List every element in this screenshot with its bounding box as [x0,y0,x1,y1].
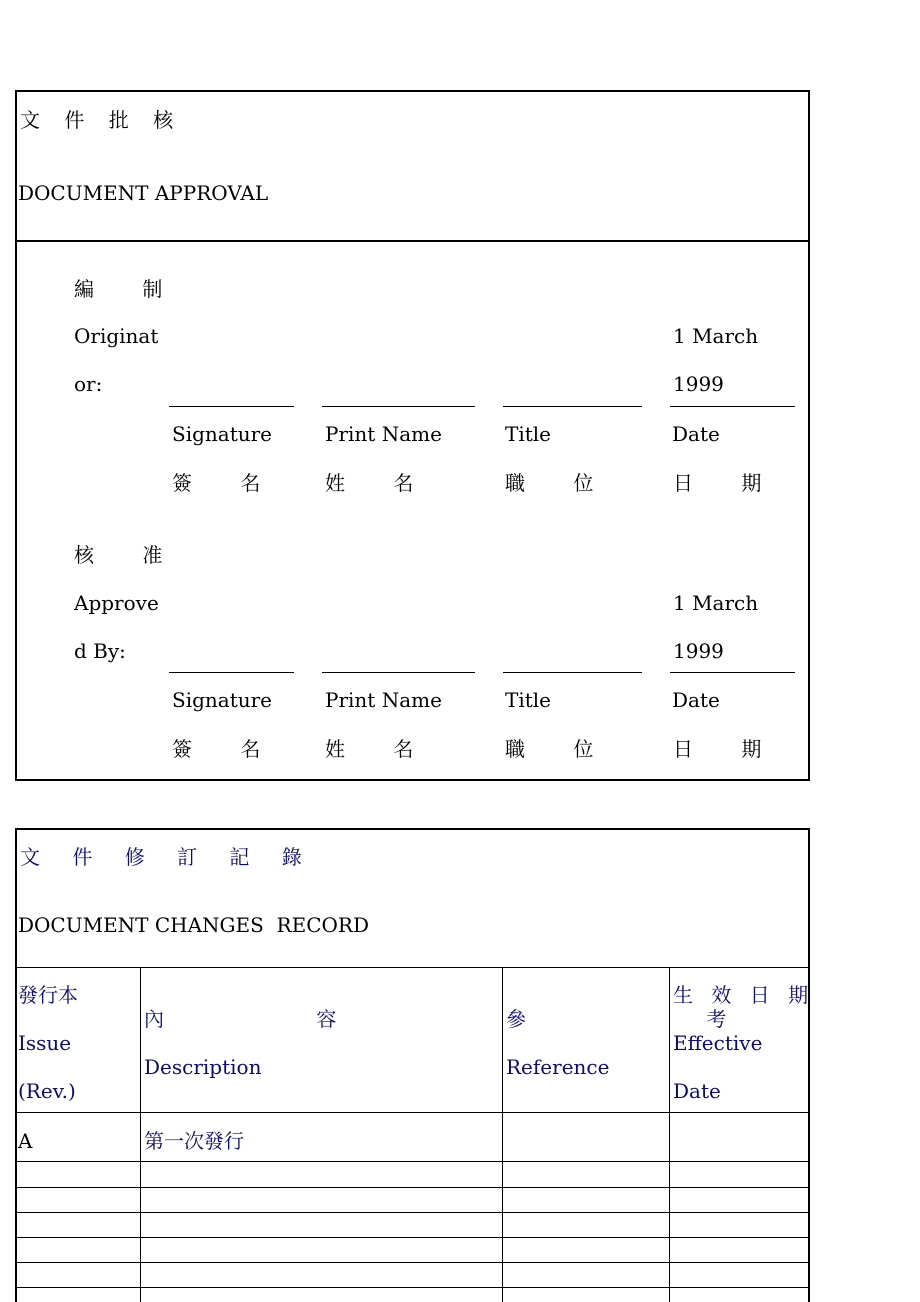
originator-title-caption: Title [505,422,552,446]
originator-date-caption: Date [672,422,720,446]
approved-date-line[interactable] [670,672,795,673]
originator-label-zh: 編 制 [74,277,184,301]
originator-signature-caption: Signature [172,422,273,446]
header-effective-date-zh: 生 效 日 期 [673,983,815,1007]
header-description-en: Description [144,1055,262,1079]
changes-title-zh: 文 件 修 訂 記 錄 [20,845,315,869]
approval-header-divider [15,240,810,242]
row-1-description: 第一次發行 [144,1129,244,1153]
table-row-line [15,1237,810,1238]
originator-print-name-line[interactable] [322,406,475,407]
approval-title-zh: 文 件 批 核 [20,108,183,132]
approved-date-2: 1999 [673,639,724,663]
header-issue-en-1: Issue [18,1031,72,1055]
header-issue-en-2: (Rev.) [18,1079,76,1103]
approved-signature-caption-zh: 簽 名 [172,737,282,761]
changes-title-en: DOCUMENT CHANGES RECORD [18,913,369,937]
originator-print-name-caption-zh: 姓 名 [325,471,435,495]
originator-title-line[interactable] [503,406,642,407]
originator-print-name-caption: Print Name [325,422,442,446]
table-column-divider [140,967,141,1302]
table-row-line [15,1187,810,1188]
approval-title-en: DOCUMENT APPROVAL [18,181,269,205]
originator-date-2: 1999 [673,372,724,396]
table-header-bottom-line [15,1112,810,1113]
originator-label-en-2: or: [74,372,103,396]
approved-print-name-caption: Print Name [325,688,442,712]
header-effective-date-en-1: Effective [673,1031,763,1055]
approved-title-caption-zh: 職 位 [505,737,615,761]
originator-title-caption-zh: 職 位 [505,471,615,495]
row-1-issue: A [18,1129,33,1153]
approved-date-1: 1 March [673,591,759,615]
approved-print-name-caption-zh: 姓 名 [325,737,435,761]
table-row-line [15,1262,810,1263]
header-effective-date-en-2: Date [673,1079,721,1103]
table-row-line [15,1161,810,1162]
header-description-zh: 內 容 [144,1007,410,1031]
approved-label-en-2: d By: [74,639,126,663]
table-column-divider [502,967,503,1302]
originator-date-1: 1 March [673,324,759,348]
table-header-top-line [15,967,810,968]
approved-label-en-1: Approve [74,591,159,615]
approved-label-zh: 核 准 [74,543,184,567]
approved-title-caption: Title [505,688,552,712]
table-row-line [15,1212,810,1213]
originator-date-caption-zh: 日 期 [673,471,783,495]
table-row-line [15,1287,810,1288]
approved-date-caption-zh: 日 期 [673,737,783,761]
originator-signature-line[interactable] [169,406,294,407]
header-reference-zh: 參 考 [506,1007,814,1031]
approved-date-caption: Date [672,688,720,712]
originator-signature-caption-zh: 簽 名 [172,471,282,495]
changes-record-section [15,828,810,1302]
approved-title-line[interactable] [503,672,642,673]
header-issue-zh: 發行本 [18,983,78,1007]
approved-signature-line[interactable] [169,672,294,673]
originator-date-line[interactable] [670,406,795,407]
approved-print-name-line[interactable] [322,672,475,673]
originator-label-en-1: Originat [74,324,159,348]
approved-signature-caption: Signature [172,688,273,712]
header-reference-en: Reference [506,1055,610,1079]
